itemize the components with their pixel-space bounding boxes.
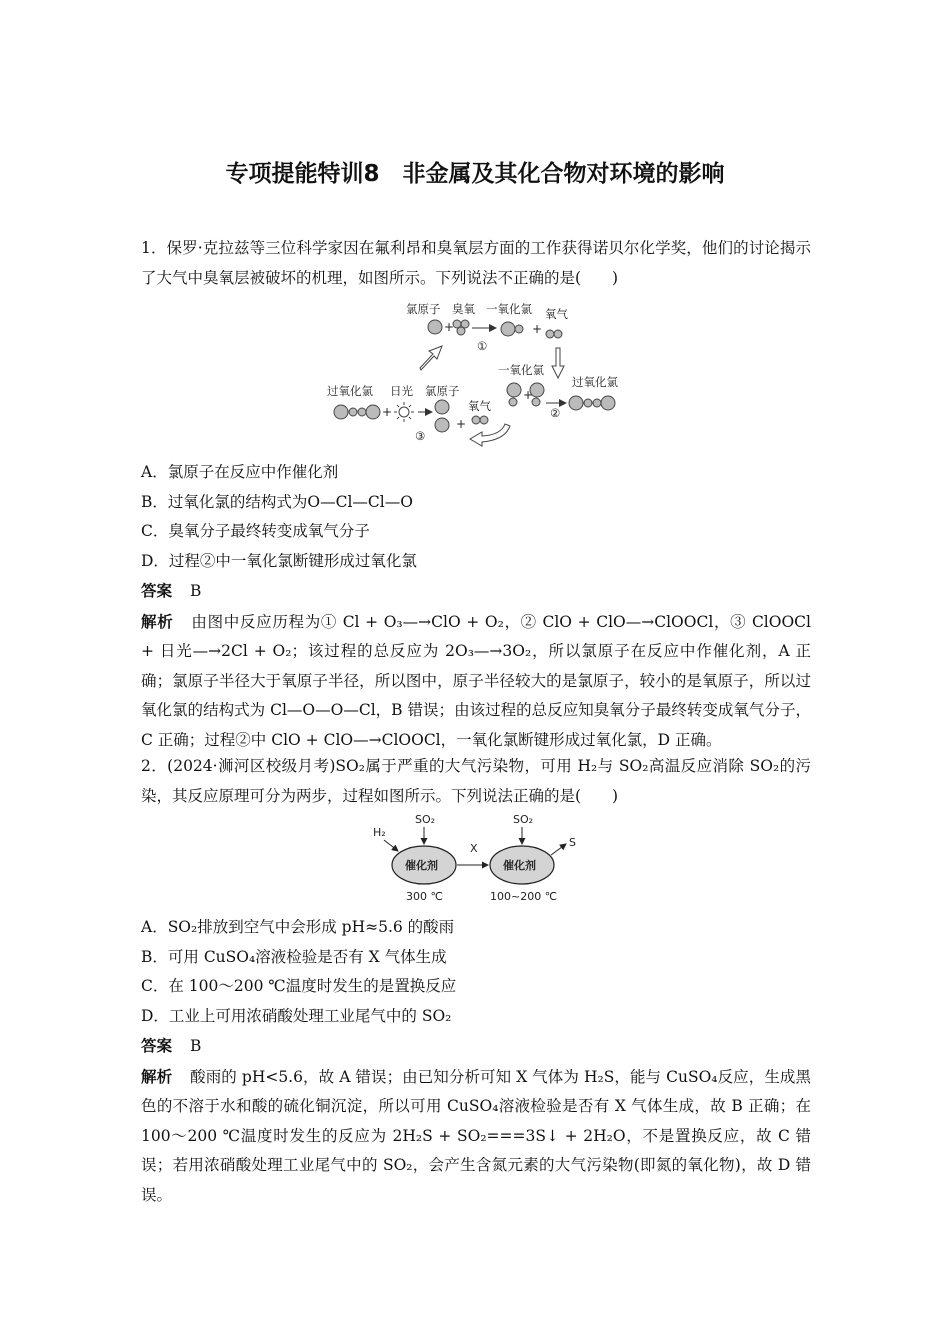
catalyst-1: 催化剂 — [405, 859, 438, 872]
svg-text:+: + — [456, 417, 467, 431]
label-o2-1: 氧气 — [545, 307, 568, 321]
catalyst-2: 催化剂 — [503, 859, 536, 872]
temp-1: 300 ℃ — [406, 890, 443, 903]
label-sunlight: 日光 — [390, 384, 413, 398]
so2-label-2: SO₂ — [513, 813, 534, 826]
analysis-text: 由图中反应历程为① Cl + O₃—→ClO + O₂，② ClO + ClO—→ClOOCl，③ ClOOCl + 日光—→2Cl + O₂；该过程的总反应为 2O₃—→3O₂，所以氯原子在反应中作催化剂，A 正确；氯原子半径大于氧原子半径，所以图中，原子半径较大的是氯原子，较小的是氧原子，所以过氧化氯的结构式为 Cl—O—O—Cl，B 错误；由该过程的总反应知臭氧分子最终转变成氧气分子，C 正确；过程②中 ClO + ClO—→ClOOCl，一氧化氯断键形成过氧化氯，D 正确。 — [141, 612, 811, 749]
q1-option-d: D．过程②中一氧化氯断键形成过氧化氯 — [141, 551, 417, 570]
so2-label-1: SO₂ — [415, 813, 436, 826]
page-title: 专项提能特训8 非金属及其化合物对环境的影响 — [225, 161, 725, 187]
label-o2-2: 氧气 — [468, 399, 491, 413]
q1-option-c: C．臭氧分子最终转变成氧气分子 — [141, 522, 370, 540]
step-2: ② — [550, 406, 561, 420]
label-clooc-1: 过氧化氯 — [572, 375, 618, 389]
q1-option-b: B．过氧化氯的结构式为O—Cl—Cl—O — [141, 492, 413, 511]
step-3: ③ — [415, 429, 426, 443]
q2-option-a: A．SO₂排放到空气中会形成 pH≈5.6 的酸雨 — [141, 918, 455, 936]
q2-analysis — [141, 1062, 811, 1211]
temp-2: 100~200 ℃ — [490, 890, 558, 903]
answer-value: B — [190, 1037, 202, 1055]
q1-option-a: A．氯原子在反应中作催化剂 — [141, 463, 339, 481]
q2-option-d: D．工业上可用浓硝酸处理工业尾气中的 SO₂ — [141, 1006, 452, 1025]
answer-label: 答案 — [141, 1036, 173, 1055]
label-clo-1: 一氧化氯 — [486, 302, 532, 316]
label-cl-atom-2: 氯原子 — [425, 384, 460, 398]
q2-option-b: B．可用 CuSO₄溶液检验是否有 X 气体生成 — [141, 947, 447, 966]
question-2-stem: 2．(2024·浉河区校级月考)SO₂属于严重的大气污染物，可用 H₂与 SO₂高温反应消除 SO₂的污染，其反应原理可分为两步，过程如图所示。下列说法正确的是( ) — [141, 757, 811, 805]
so2-removal-figure — [366, 812, 586, 912]
svg-text:+: + — [444, 320, 455, 334]
question-1-stem: 1．保罗·克拉兹等三位科学家因在氟利昂和臭氧层方面的工作获得诺贝尔化学奖，他们的讨论揭示了大气中臭氧层被破坏的机理，如图所示。下列说法不正确的是( ) — [141, 239, 811, 287]
s-label: S — [569, 836, 576, 849]
label-cl-atom-1: 氯原子 — [406, 302, 441, 316]
h2-label: H₂ — [373, 826, 386, 839]
x-label: X — [470, 842, 478, 855]
q2-option-c: C．在 100～200 ℃温度时发生的是置换反应 — [141, 977, 457, 995]
analysis-label: 解析 — [141, 611, 174, 631]
q2-answer — [141, 1031, 811, 1062]
answer-label: 答案 — [141, 581, 173, 600]
analysis-text: 酸雨的 pH<5.6，故 A 错误；由已知分析可知 X 气体为 H₂S，能与 CuSO₄反应，生成黑色的不溶于水和酸的硫化铜沉淀，所以可用 CuSO₄溶液检验是否有 X 气体生成，故 B 正确；在 100～200 ℃温度时发生的反应为 2H₂S + SO₂===3S↓ + 2H₂O，不是置换反应，故 C 错误；若用浓硝酸处理工业尾气中的 SO₂，会产生含氮元素的大气污染物(即氮的氧化物)，故 D 错误。 — [141, 1067, 811, 1204]
label-clooc-2: 过氧化氯 — [327, 384, 373, 398]
label-clo-2: 一氧化氯 — [498, 363, 544, 377]
q1-analysis — [141, 607, 811, 756]
analysis-label: 解析 — [141, 1066, 173, 1086]
step-1: ① — [477, 339, 488, 353]
svg-text:+: + — [382, 405, 393, 419]
q1-answer — [141, 576, 811, 607]
ozone-mechanism-figure — [320, 298, 640, 454]
answer-value: B — [190, 582, 202, 600]
label-ozone: 臭氧 — [452, 302, 475, 316]
svg-text:+: + — [523, 388, 534, 402]
svg-text:+: + — [532, 322, 543, 336]
